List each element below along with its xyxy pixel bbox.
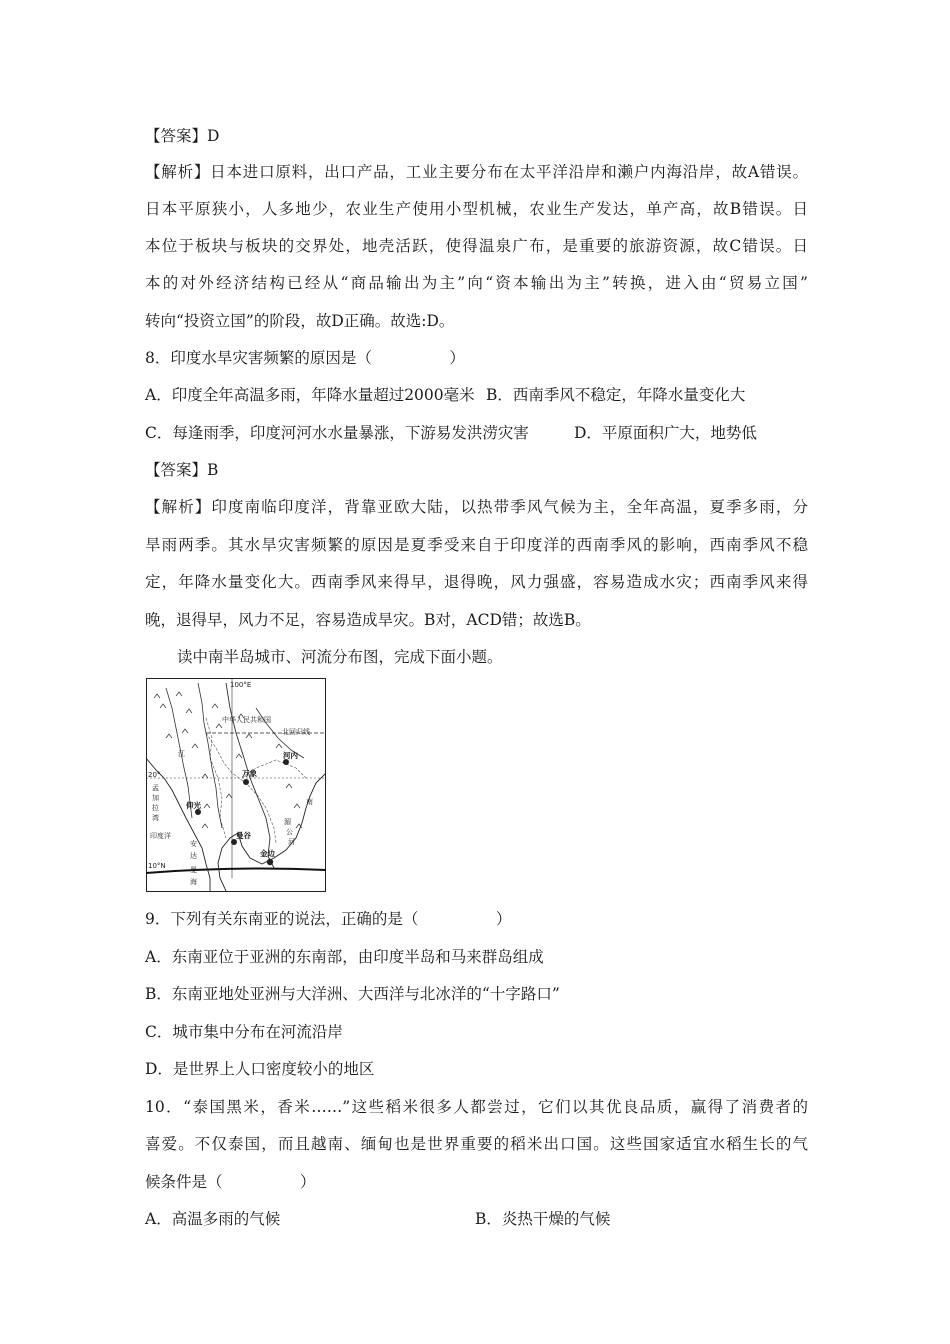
label-100e: 100°E xyxy=(230,681,252,689)
q8-analysis-line-2: 旱雨两季。其水旱灾害频繁的原因是夏季受来自于印度洋的西南季风的影响，西南季风不稳 xyxy=(145,536,808,554)
q9-stem: 9．下列有关东南亚的说法，正确的是（ ） xyxy=(145,910,512,928)
q8-analysis-line-3: 定，年降水量变化大。西南季风来得早，退得晚，风力强盛，容易造成水灾；西南季风来得 xyxy=(145,573,808,591)
q8-analysis-line-1: 【解析】印度南临印度洋，背靠亚欧大陆，以热带季风气候为主，全年高温，夏季多雨，分 xyxy=(145,498,808,516)
label-tropic: 北回归线 xyxy=(282,728,310,736)
q7-analysis-line-4: 本的对外经济结构已经从“商品输出为主”向“资本输出为主”转换，进入由“贸易立国” xyxy=(145,274,808,292)
label-andaman-1: 安 xyxy=(190,840,197,848)
label-bengal-2: 加 xyxy=(152,794,159,802)
q10-stem-line-3: 候条件是（ ） xyxy=(145,1173,316,1191)
q9-option-b: B．东南亚地处亚洲与大洋洲、大西洋与北冰洋的“十字路口” xyxy=(145,985,560,1003)
indochina-map xyxy=(146,678,326,892)
q7-answer: 【答案】D xyxy=(145,127,220,145)
label-vientiane: 万象 xyxy=(242,769,257,778)
label-yangon: 仰光 xyxy=(186,801,201,810)
q8-option-c: C．每逢雨季，印度河河水水量暴涨，下游易发洪涝灾害 xyxy=(145,424,529,442)
q10-option-b: B．炎热干燥的气候 xyxy=(475,1210,611,1228)
q10-option-a: A．高温多雨的气候 xyxy=(145,1210,281,1228)
q9-option-d: D．是世界上人口密度较小的地区 xyxy=(145,1060,375,1078)
q7-analysis-line-3: 本位于板块与板块的交界处，地壳活跃，使得温泉广布，是重要的旅游资源，故C错误。日 xyxy=(145,237,808,255)
label-bengal-1: 孟 xyxy=(152,784,159,792)
q8-option-a: A．印度全年高温多雨，年降水量超过2000毫米 xyxy=(145,386,475,404)
q10-stem-line-1: 10．“泰国黑米，香米……”这些稻米很多人都尝过，它们以其优良品质，赢得了消费者的 xyxy=(145,1098,808,1116)
q9-option-a: A．东南亚位于亚洲的东南部，由印度半岛和马来群岛组成 xyxy=(145,948,544,966)
label-mekong-1: 湄 xyxy=(284,818,291,826)
indochina-map-svg xyxy=(146,678,326,892)
q8-answer: 【答案】B xyxy=(145,461,219,479)
q10-stem-line-2: 喜爱。不仅泰国，而且越南、缅甸也是世界重要的稻米出口国。这些国家适宜水稻生长的气 xyxy=(145,1135,808,1153)
vientiane-dot xyxy=(243,779,249,785)
label-mekong-3: 河 xyxy=(288,838,295,846)
label-20: 20° xyxy=(148,771,161,779)
label-china: 中华人民共和国 xyxy=(222,716,271,724)
q7-analysis-line-1: 【解析】日本进口原料，出口产品，工业主要分布在太平洋沿岸和濑户内海沿岸，故A错误。 xyxy=(145,163,808,181)
label-bangkok: 曼谷 xyxy=(236,831,251,840)
label-scs: 南 xyxy=(306,798,313,806)
label-bengal-3: 拉 xyxy=(152,804,159,812)
q8-option-b: B．西南季风不稳定，年降水量变化大 xyxy=(486,386,746,404)
label-andaman-2: 达 xyxy=(190,852,197,860)
q8-stem: 8．印度水旱灾害频繁的原因是（ ） xyxy=(145,349,465,367)
q7-analysis-line-5: 转向“投资立国”的阶段，故D正确。故选:D。 xyxy=(145,312,455,330)
q7-analysis-line-2: 日本平原狭小，人多地少，农业生产使用小型机械，农业生产发达，单产高，故B错误。日 xyxy=(145,200,808,218)
label-indian-ocean: 印度洋 xyxy=(150,832,171,840)
label-andaman-4: 海 xyxy=(190,878,197,886)
phnompenh-dot xyxy=(267,859,273,865)
map-intro: 读中南半岛城市、河流分布图，完成下面小题。 xyxy=(177,648,503,666)
q9-option-c: C．城市集中分布在河流沿岸 xyxy=(145,1023,343,1041)
label-andaman-3: 曼 xyxy=(190,866,197,874)
q8-option-d: D．平原面积广大，地势低 xyxy=(574,424,757,442)
label-10n: 10°N xyxy=(148,862,166,870)
label-bengal-4: 湾 xyxy=(152,814,159,822)
label-mekong-2: 公 xyxy=(286,828,293,836)
label-hanoi: 河内 xyxy=(283,751,298,760)
label-river-1: 江 xyxy=(178,750,185,758)
label-phnompenh: 金边 xyxy=(260,849,275,858)
q8-analysis-line-4: 晚，退得早，风力不足，容易造成旱灾。B对，ACD错；故选B。 xyxy=(145,611,591,629)
